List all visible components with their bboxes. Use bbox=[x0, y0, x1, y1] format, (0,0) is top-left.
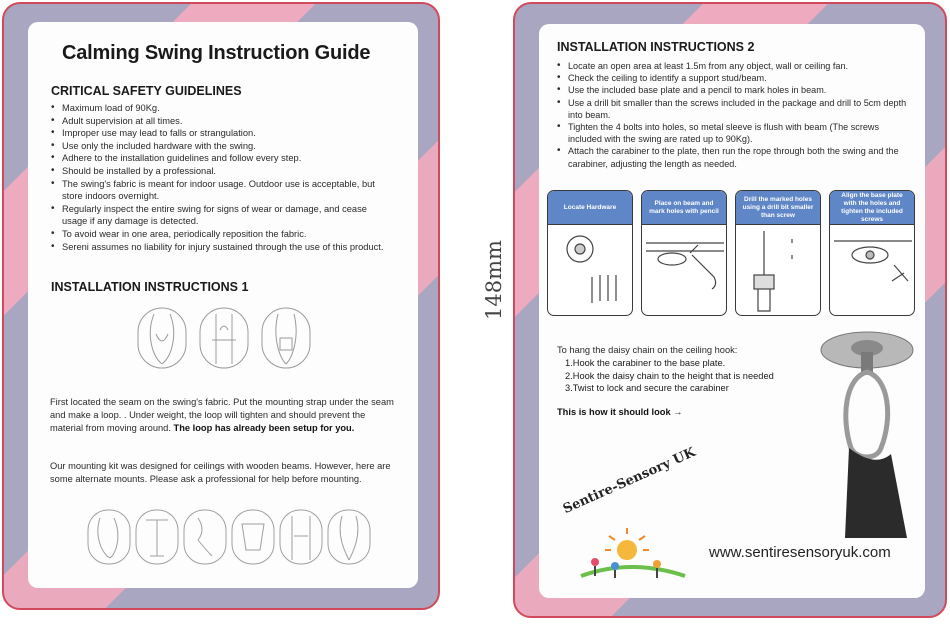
install2-item: • Attach the carabiner to the plate, then run the rope through both the swing and the carabiner, adjusting the length as needed. bbox=[556, 145, 911, 169]
safety-item: • The swing's fabric is meant for indoor usage. Outdoor use is acceptable, but store indoors overnight. bbox=[50, 178, 390, 203]
hook-intro: To hang the daisy chain on the ceiling hook: bbox=[557, 345, 738, 355]
hardware-icon bbox=[548, 225, 633, 316]
install2-item: • Use the included base plate and a pencil to mark holes in beam. bbox=[556, 84, 911, 96]
step-panel-mark-holes bbox=[641, 190, 727, 316]
panel-label: Locate Hardware bbox=[548, 191, 632, 225]
hook-step: 2.Hook the daisy chain to the height that is needed bbox=[565, 370, 774, 381]
guide-title: Calming Swing Instruction Guide bbox=[62, 42, 371, 64]
left-instruction-card bbox=[2, 2, 440, 610]
install2-item: • Check the ceiling to identify a support stud/beam. bbox=[556, 72, 911, 84]
step-panel-locate-hardware bbox=[547, 190, 633, 316]
hook-step: 1.Hook the carabiner to the base plate. bbox=[565, 358, 726, 368]
step-panel-tighten-screws bbox=[829, 190, 915, 316]
safety-item: • Adult supervision at all times. bbox=[50, 115, 390, 128]
left-sheet bbox=[28, 22, 418, 588]
pencil-marking-icon bbox=[642, 225, 727, 316]
safety-item: • Improper use may lead to falls or strangulation. bbox=[50, 127, 390, 140]
install2-item: • Use a drill bit smaller than the screws included in the package and drill to 5cm depth into beam. bbox=[556, 97, 911, 121]
step-panels bbox=[547, 190, 917, 318]
install1-paragraph bbox=[50, 396, 400, 435]
install1-heading: INSTALLATION INSTRUCTIONS 1 bbox=[51, 280, 249, 294]
website-link[interactable]: www.sentiresensoryuk.com bbox=[709, 544, 891, 561]
install2-list bbox=[556, 60, 911, 170]
right-instruction-card bbox=[513, 2, 947, 618]
install1-text: First located the seam on the swing's fabric. Put the mounting strap under the seam and make a loop. . Under weight, the loop will tighten and should prevent the material from moving around. bbox=[50, 397, 394, 433]
step-panel-drill-holes bbox=[735, 190, 821, 316]
carabiner-photo bbox=[815, 328, 919, 538]
safety-item: • Adhere to the installation guidelines and follow every step. bbox=[50, 152, 390, 165]
panel-label: Align the base plate with the holes and tighten the included screws bbox=[830, 191, 914, 225]
loop-sketch-illustration bbox=[132, 304, 322, 374]
safety-item: • Maximum load of 90Kg. bbox=[50, 102, 390, 115]
logo-text: Sentire-Sensory UK bbox=[560, 445, 698, 517]
alternate-mounts-illustration bbox=[84, 506, 374, 568]
safety-item: • To avoid wear in one area, periodically reposition the fabric. bbox=[50, 228, 390, 241]
base-plate-icon bbox=[830, 225, 915, 316]
install2-item: • Locate an open area at least 1.5m from any object, wall or ceiling fan. bbox=[556, 60, 911, 72]
panel-label: Drill the marked holes using a drill bit smaller than screw bbox=[736, 191, 820, 225]
install2-item: • Tighten the 4 bolts into holes, so metal sleeve is flush with beam (The screws included with the swing are rated up to 90Kg). bbox=[556, 121, 911, 145]
safety-heading: CRITICAL SAFETY GUIDELINES bbox=[51, 84, 242, 98]
install2-heading: INSTALLATION INSTRUCTIONS 2 bbox=[557, 40, 755, 54]
alternate-mounts-paragraph: Our mounting kit was designed for ceilings with wooden beams. However, here are some alternate mounts. Please ask a professional for help before mounting. bbox=[50, 461, 391, 484]
panel-label: Place on beam and mark holes with pencil bbox=[642, 191, 726, 225]
safety-list bbox=[50, 102, 390, 253]
safety-item: • Regularly inspect the entire swing for signs of wear or damage, and cease usage if any damage is detected. bbox=[50, 203, 390, 228]
drill-icon bbox=[736, 225, 821, 316]
hook-steps-list bbox=[565, 357, 825, 395]
safety-item: • Should be installed by a professional. bbox=[50, 165, 390, 178]
right-sheet bbox=[539, 24, 925, 598]
safety-item: • Use only the included hardware with the swing. bbox=[50, 140, 390, 153]
hook-step: 3.Twist to lock and secure the carabiner bbox=[565, 383, 729, 394]
safety-item: • Sereni assumes no liability for injury sustained through the use of this product. bbox=[50, 241, 390, 254]
install1-bold-text: The loop has already been setup for you. bbox=[173, 423, 355, 433]
look-label: This is how it should look → bbox=[557, 407, 683, 417]
dimension-label: 148mm bbox=[482, 240, 506, 320]
